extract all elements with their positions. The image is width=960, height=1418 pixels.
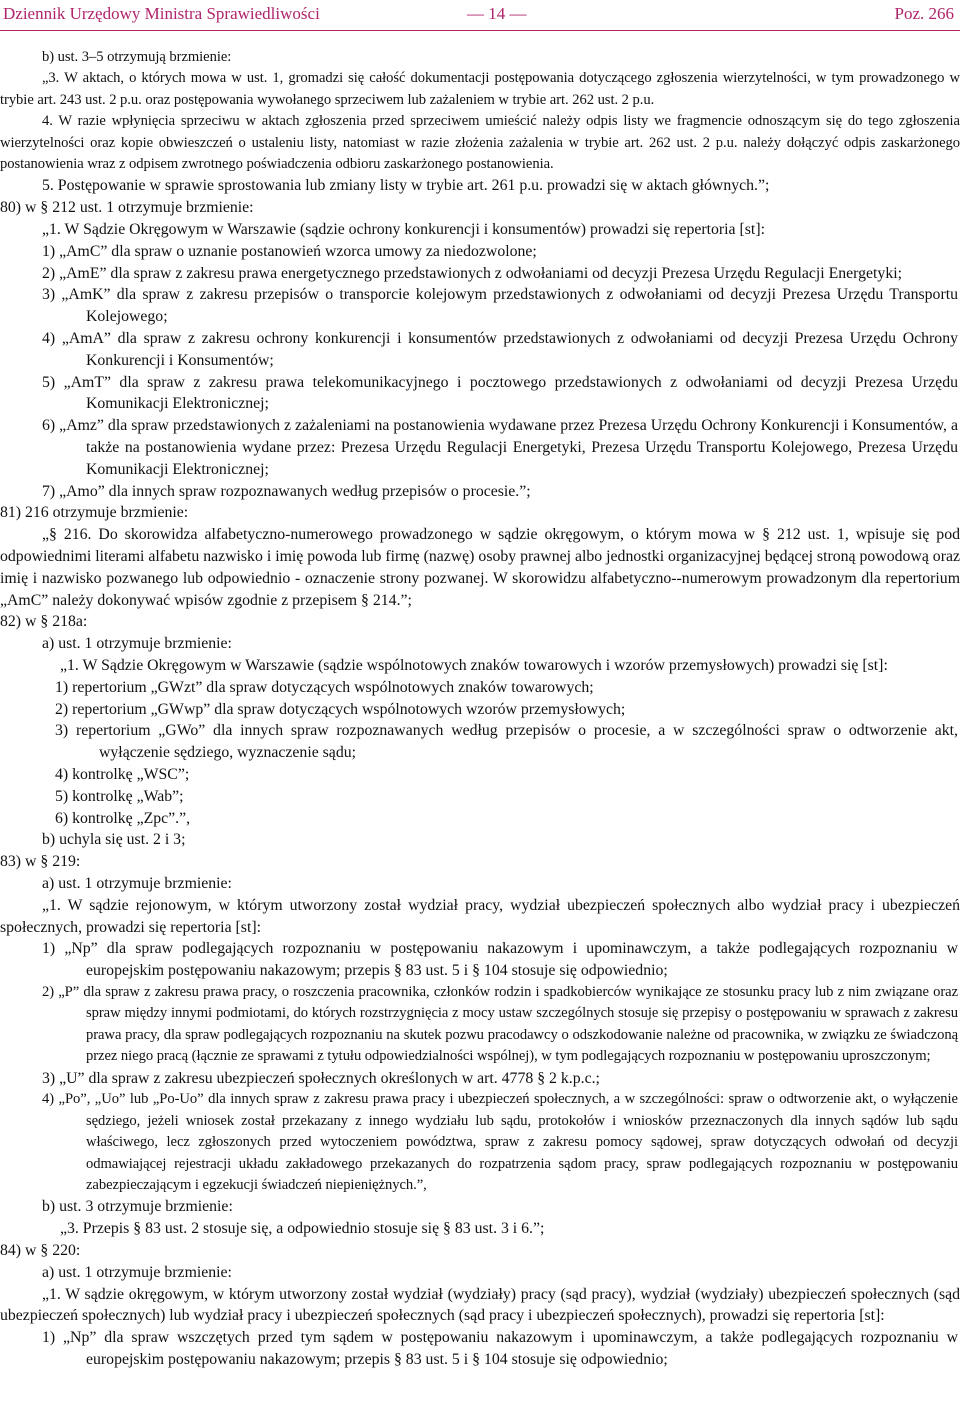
paragraph: 1) repertorium „GWzt” dla spraw dotyczących wspólnotowych znaków towarowych; [55,678,594,696]
paragraph: 4) „Po”, „Uo” lub „Po-Uo” dla innych spraw z zakresu prawa pracy i ubezpieczeń społecznych, a w szczególności: spraw o odtworzenie akt, o wyłączenie sędziego, jeżeli wniosek został przekazany z innego wydziału lub sądu, protokołów i wniosków przeznaczonych dla innych sądów lub sądu właściwego, lecz zgłoszonych przed wytoczeniem powództwa, spraw z zakresu pomocy sądowej, spraw dotyczących odwołań od decyzji odmawiającej rejestracji układu zakładowego przekazanych do rozpatrzenia sądom pracy, spraw podlegających rozpoznaniu w postępowaniu zabezpieczającym i egzekucji świadczeń niepieniężnych.”, [42,1091,958,1193]
page-number: — 14 — [467,4,527,23]
paragraph: 81) 216 otrzymuje brzmienie: [0,504,189,522]
paragraph: 84) w § 220: [0,1241,81,1259]
paragraph: b) ust. 3–5 otrzymują brzmienie: [42,49,232,65]
paragraph: 7) „Amo” dla innych spraw rozpoznawanych według przepisów o procesie.”; [42,482,531,500]
paragraph: 83) w § 219: [0,853,81,871]
paragraph: „3. Przepis § 83 ust. 2 stosuje się, a odpowiednio stosuje się § 83 ust. 3 i 6.”; [60,1220,545,1238]
paragraph: 5. Postępowanie w sprawie sprostowania lub zmiany listy w trybie art. 261 p.u. prowadzi się w aktach głównych.”; [42,177,770,195]
page-header [0,0,960,30]
paragraph: a) ust. 1 otrzymuje brzmienie: [42,1263,232,1281]
paragraph: 1) „AmC” dla spraw o uznanie postanowień wzorca umowy za niedozwolone; [42,242,537,260]
paragraph: 4) „AmA” dla spraw z zakresu ochrony konkurencji i konsumentów przedstawionych z odwołaniami od decyzji Prezesa Urzędu Ochrony Konkurencji i Konsumentów; [42,330,958,369]
position-number: Poz. 266 [894,4,954,23]
paragraph: „1. W sądzie rejonowym, w którym utworzony został wydział pracy, wydział ubezpieczeń społecznych albo wydział pracy i ubezpieczeń społecznych, prowadzi się repertoria [st]: [0,896,960,936]
paragraph: b) ust. 3 otrzymuje brzmienie: [42,1198,233,1216]
paragraph: 80) w § 212 ust. 1 otrzymuje brzmienie: [0,199,254,217]
paragraph: a) ust. 1 otrzymuje brzmienie: [42,874,232,892]
journal-title: Dziennik Urzędowy Ministra Sprawiedliwości [3,4,320,23]
paragraph: 5) kontrolkę „Wab”; [55,787,184,805]
paragraph: „1. W Sądzie Okręgowym w Warszawie (sądzie wspólnotowych znaków towarowych i wzorów przemysłowych) prowadzi się [st]: [60,656,888,674]
paragraph: „3. W aktach, o których mowa w ust. 1, gromadzi się całość dokumentacji postępowania dotyczącego zgłoszenia wierzytelności, w tym prowadzonego w trybie art. 243 ust. 2 p.u. oraz postępowania wywołanego sprzeciwem lub zażaleniem w trybie art. 262 ust. 2 p.u. [0,70,960,108]
header-rule [0,30,960,31]
paragraph: 3) repertorium „GWo” dla innych spraw rozpoznawanych według przepisów o procesie, a w szczególności spraw o odtworzenie akt, wyłączenie sędziego, wyznaczenie sądu; [55,722,958,762]
paragraph: a) ust. 1 otrzymuje brzmienie: [42,635,232,653]
paragraph: 2) repertorium „GWwp” dla spraw dotyczących wspólnotowych wzorów przemysłowych; [55,700,626,718]
paragraph: b) uchyla się ust. 2 i 3; [42,831,186,849]
document-body [0,47,960,1371]
paragraph: 6) kontrolkę „Zpc”.”, [55,809,191,827]
paragraph: 2) „P” dla spraw z zakresu prawa pracy, o roszczenia pracownika, członków rodzin i spadkobierców wynikające ze stosunku pracy lub z nim związane oraz spraw między innymi podmiotami, do których rozstrzygnięcia z mocy ustaw szczególnych stosuje się przepisy o postępowaniu w sprawach z zakresu prawa pracy, dla spraw podlegających rozpoznaniu na skutek pozwu pracodawcy o odszkodowanie należne od pracownika, w związku ze świadczoną przez niego pracą (łącznie ze sprawami z tytułu odpowiedzialności wspólnej), w tym podlegających rozpoznaniu w postępowaniu uproszczonym; [42,983,958,1065]
paragraph: 4. W razie wpłynięcia sprzeciwu w aktach zgłoszenia przed sprzeciwem umieścić należy odpis listy we fragmencie odnoszącym się do tego zgłoszenia wierzytelności oraz kopie obwieszczeń o ustaleniu listy, natomiast w razie złożenia zażalenia w trybie art. 262 ust. 2 p.u. należy dołączyć odpis zaskarżonego postanowienia wraz z odpisem zwrotnego poświadczenia odbioru zaskarżonego postanowienia. [0,113,960,173]
paragraph: „1. W sądzie okręgowym, w którym utworzony został wydział (wydziały) pracy (sąd pracy), wydział (wydziały) ubezpieczeń społecznych (sąd ubezpieczeń społecznych) lub wydział pracy i ubezpieczeń społecznych (sąd pracy i ubezpieczeń społecznych), prowadzi się repertoria [st]: [0,1285,960,1325]
paragraph: 6) „Amz” dla spraw przedstawionych z zażaleniami na postanowienia wydawane przez Prezesa Urzędu Ochrony Konkurencji i Konsumentów, a także na postanowienia wydane przez: Prezesa Urzędu Regulacji Energetyki, Prezesa Urzędu Transportu Kolejowego, Prezesa Urzędu Komunikacji Elektronicznej; [42,417,958,478]
paragraph: „§ 216. Do skorowidza alfabetyczno-numerowego prowadzonego w sądzie okręgowym, o którym mowa w § 212 ust. 1, wpisuje się pod odpowiednimi literami alfabetu nazwisko i imię powoda lub firmę (nazwę) osoby prawnej albo jednostki organizacyjnej będącej stroną powodową oraz imię i nazwisko pozwanego lub odpowiednio - oznaczenie strony pozwanej. W skorowidzu alfabetyczno--numerowym prowadzonym dla repertorium „AmC” należy dokonywać wpisów zgodnie z przepisem § 214.”; [0,526,960,609]
paragraph: 2) „AmE” dla spraw z zakresu prawa energetycznego przedstawionych z odwołaniami od decyzji Prezesa Urzędu Regulacji Energetyki; [42,264,902,282]
paragraph: 5) „AmT” dla spraw z zakresu prawa telekomunikacyjnego i pocztowego przedstawionych z odwołaniami od decyzji Prezesa Urzędu Komunikacji Elektronicznej; [42,373,958,413]
paragraph: 1) „Np” dla spraw wszczętych przed tym sądem w postępowaniu nakazowym i upominawczym, a także podlegających rozpoznaniu w europejskim postępowaniu nakazowym; przepis § 83 ust. 5 i § 104 stosuje się odpowiednio; [42,1329,958,1368]
paragraph: 82) w § 218a: [0,613,88,631]
paragraph: 4) kontrolkę „WSC”; [55,765,190,783]
paragraph: „1. W Sądzie Okręgowym w Warszawie (sądzie ochrony konkurencji i konsumentów) prowadzi się repertoria [st]: [42,221,765,239]
paragraph: 3) „U” dla spraw z zakresu ubezpieczeń społecznych określonych w art. 4778 § 2 k.p.c.; [42,1069,600,1087]
paragraph: 3) „AmK” dla spraw z zakresu przepisów o transporcie kolejowym przedstawionych z odwołaniami od decyzji Prezesa Urzędu Transportu Kolejowego; [42,286,958,326]
paragraph: 1) „Np” dla spraw podlegających rozpoznaniu w postępowaniu nakazowym i upominawczym, a także podlegających rozpoznaniu w europejskim postępowaniu nakazowym; przepis § 83 ust. 5 i § 104 stosuje się odpowiednio; [42,940,958,980]
